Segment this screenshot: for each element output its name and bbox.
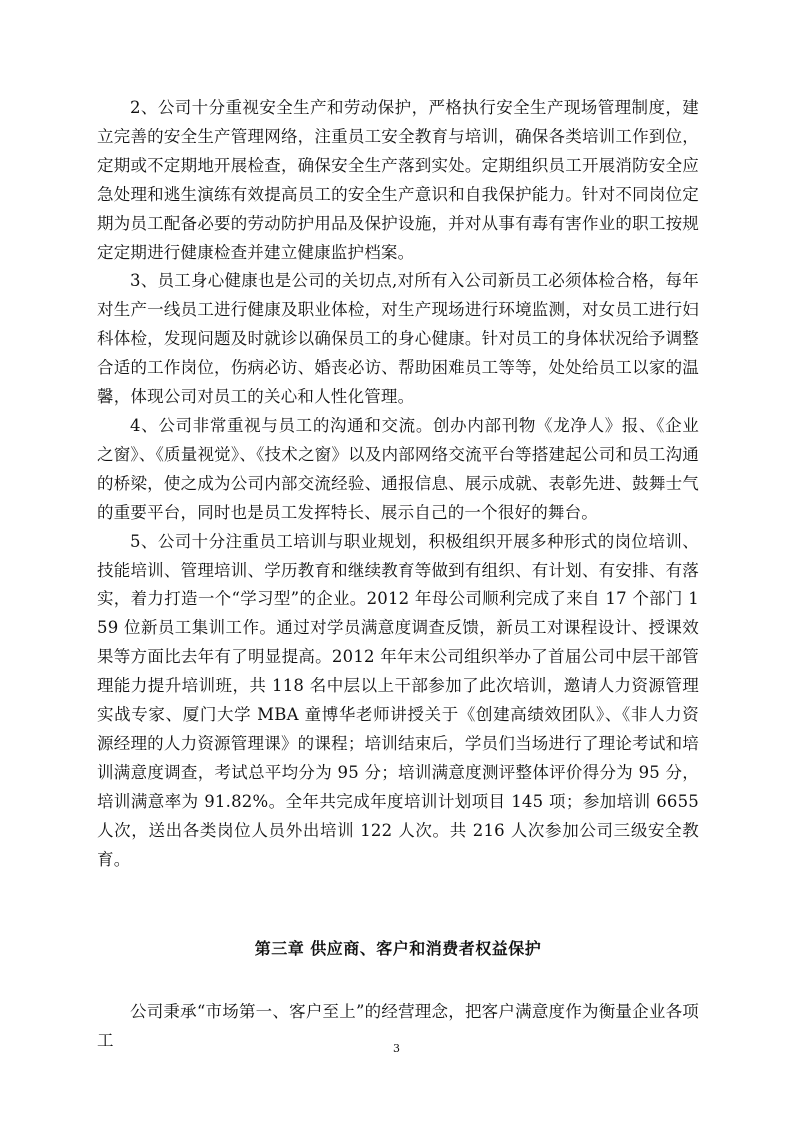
page-number: 3 xyxy=(393,1042,400,1055)
paragraph-training: 5、公司十分注重员工培训与职业规划，积极组织开展多种形式的岗位培训、技能培训、管理培训、学历教育和继续教育等做到有组织、有计划、有安排、有落实，着力打造一个“学习型”的企业。2012 年母公司顺利完成了来自 17 个部门 159 位新员工集训工作。通过对学员满意度调查反馈，新员工对课程设计、授课效果等方面比去年有了明显提高。2012 年年末公司组织举办了首届公司中层干部管理能力提升培训班，共 118 名中层以上干部参加了此次培训，邀请人力资源管理实战专家、厦门大学 MBA 童博华老师讲授关于《创建高绩效团队》、《非人力资源经理的人力资源管理课》的课程；培训结束后，学员们当场进行了理论考试和培训满意度调查，考试总平均分为 95 分；培训满意度测评整体评价得分为 95 分，培训满意率为 91.82%。全年共完成年度培训计划项目 145 项；参加培训 6655 人次，送出各类岗位人员外出培训 122 人次。共 216 人次参加公司三级安全教育。 xyxy=(97,531,699,869)
chapter-title: 第三章 供应商、客户和消费者权益保护 xyxy=(254,939,542,958)
document-body xyxy=(97,94,699,874)
paragraph-health: 3、员工身心健康也是公司的关切点,对所有入公司新员工必须体检合格，每年对生产一线员工进行健康及职业体检，对生产现场进行环境监测，对女员工进行妇科体检，发现问题及时就诊以确保员工的身心健康。针对员工的身体状况给予调整合适的工作岗位，伤病必访、婚丧必访、帮助困难员工等等，处处给员工以家的温馨，体现公司对员工的关心和人性化管理。 xyxy=(97,271,699,407)
paragraph-customer: 公司秉承“市场第一、客户至上”的经营理念，把客户满意度作为衡量企业各项工 xyxy=(97,1002,699,1050)
paragraph-communication: 4、公司非常重视与员工的沟通和交流。创办内部刊物《龙净人》报、《企业之窗》、《质量视觉》、《技术之窗》以及内部网络交流平台等搭建起公司和员工沟通的桥梁，使之成为公司内部交流经验、通报信息、展示成就、表彰先进、鼓舞士气的重要平台，同时也是员工发挥特长、展示自己的一个很好的舞台。 xyxy=(97,415,699,522)
paragraph-safety: 2、公司十分重视安全生产和劳动保护，严格执行安全生产现场管理制度，建立完善的安全生产管理网络，注重员工安全教育与培训，确保各类培训工作到位，定期或不定期地开展检查，确保安全生产落到实处。定期组织员工开展消防安全应急处理和逃生演练有效提高员工的安全生产意识和自我保护能力。针对不同岗位定期为员工配备必要的劳动防护用品及保护设施，并对从事有毒有害作业的职工按规定定期进行健康检查并建立健康监护档案。 xyxy=(97,98,699,262)
